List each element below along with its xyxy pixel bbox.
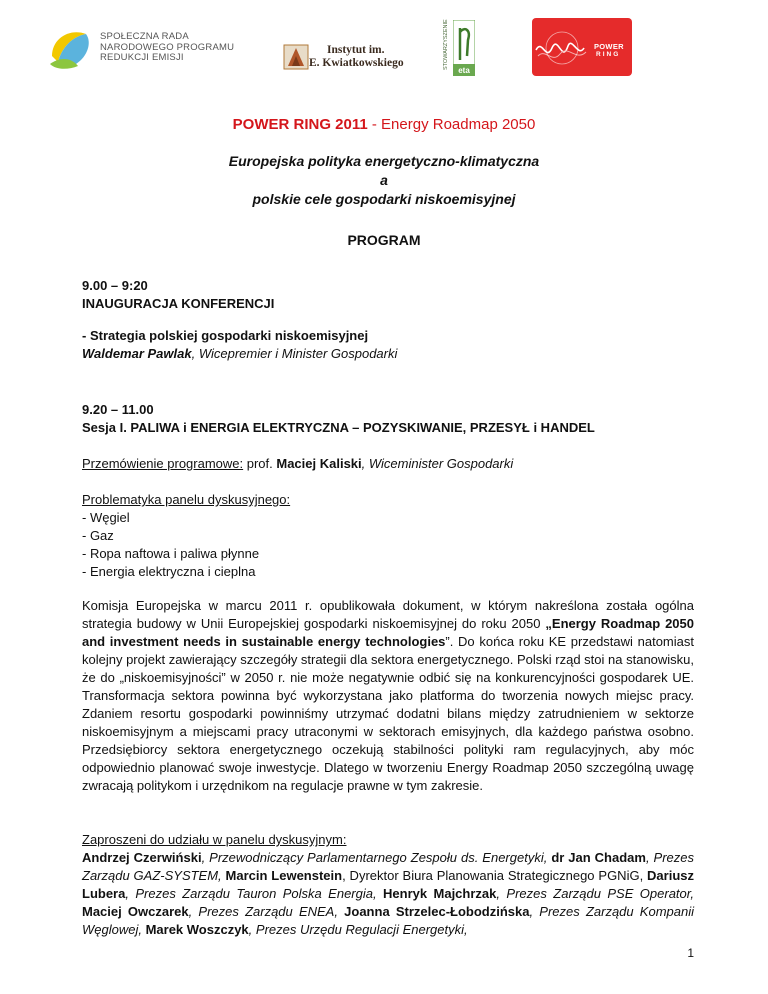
eta-emblem-icon [453,20,475,76]
invited-list: Andrzej Czerwiński, Przewodniczący Parlamentarnego Zespołu ds. Energetyki, dr Jan Chadam, Prezes Zarządu GAZ-SYSTEM, Marcin Lewenstein, Dyrektor Biura Planowania Strategicznego PGNiG, Dariusz Lubera, Prezes Zarządu Tauron Polska Energia, Henryk Majchrzak, Prezes Zarządu PSE Operator, Maciej Owczarek, Prezes Zarządu ENEA, Joanna Strzelec-Łobodzińska, Prezes Zarządu Kompanii Węglowej, Marek Woszczyk, Prezes Urzędu Regulacji Energetyki, [82,850,695,937]
eta-logo [441,20,477,76]
session0-name: INAUGURACJA KONFERENCJI [82,296,275,311]
program-heading: PROGRAM [347,232,421,248]
keynote-speaker: Maciej Kaliski [276,456,362,471]
list-item: - Gaz [82,528,114,543]
session0-time: 9.00 – 9:20 [82,278,148,293]
keynote-label: Przemówienie programowe: [82,456,244,471]
session0-talk: - Strategia polskiej gospodarki niskoemisyjnej [82,328,369,343]
session1-name: Sesja I. PALIWA i ENERGIA ELEKTRYCZNA – POZYSKIWANIE, PRZESYŁ i HANDEL [82,420,595,435]
panel-topics-list [82,509,694,581]
session1-description: Komisja Europejska w marcu 2011 r. opublikowała dokument, w którym nakreślona została ogólna strategia budowy w Unii Europejskiej gospodarki niskoemisyjnej do roku 2050 „Energy Roadmap 2050 and investment needs in sustainable energy technologies”. Do końca roku KE przedstawi natomiast kolejny projekt zawierający szczegóły strategii dla sektora energetycznego. Polski rząd stoi na stanowisku, że do „niskoemisyjności” w 2050 r. nie może negatywnie odbić się na konkurencyjności gospodarek UE. Transformacja sektora powinna być wykorzystana jako platforma do tworzenia nowych miejsc pracy. Zdaniem resortu gospodarki powinniśmy utrzymać dodatni bilans między zatrudnieniem w sektorze niskoemisyjnym a miejscami pracy utraconymi w sektorach emisyjnych, dla każdego państwa osobno. Przedsiębiorcy sektora energetycznego oczekują stabilności polityki ram regulacyjnych, aby móc odpowiednio planować swoje inwestycje. Dlatego w tworzeniu Energy Roadmap 2050 szczególną uwagę zwracają politykom i urzędnikom na regulacje prawne w tym zakresie. [82,598,695,793]
srnp-emblem-icon [48,26,94,70]
page-number: 1 [687,946,694,960]
logo-row [0,0,768,100]
eta-side-label: STOWARZYSZENIE [443,19,449,70]
power-ring-logo: POWER RING [532,18,632,76]
srnp-name: SPOŁECZNA RADA NARODOWEGO PROGRAMU REDUKCJI EMISJI [100,31,235,63]
srnp-logo [48,26,235,70]
list-item: - Węgiel [82,510,130,525]
panel-topics-label: Problematyka panelu dyskusyjnego: [82,492,291,507]
ik-emblem-icon [283,44,309,70]
session0-speaker-line: Waldemar Pawlak, Wicepremier i Minister Gospodarki [82,346,398,361]
session1-time: 9.20 – 11.00 [82,402,154,417]
list-item: - Ropa naftowa i paliwa płynne [82,546,260,561]
keynote-line: Przemówienie programowe: prof. Maciej Kaliski, Wiceminister Gospodarki [82,456,514,471]
eta-mark-text: eta [458,66,470,75]
conference-subtitle: Europejska polityka energetyczno-klimatyczna a polskie cele gospodarki niskoemisyjnej [228,153,540,207]
instytut-kwiatkowskiego-logo: Instytut im. E. Kwiatkowskiego [283,42,393,72]
list-item: - Energia elektryczna i cieplna [82,564,256,579]
session0-speaker: Waldemar Pawlak [82,346,192,361]
page-title: POWER RING 2011 - Energy Roadmap 2050 [232,116,536,133]
invited-label: Zaproszeni do udziału w panelu dyskusyjnym: [82,832,347,847]
